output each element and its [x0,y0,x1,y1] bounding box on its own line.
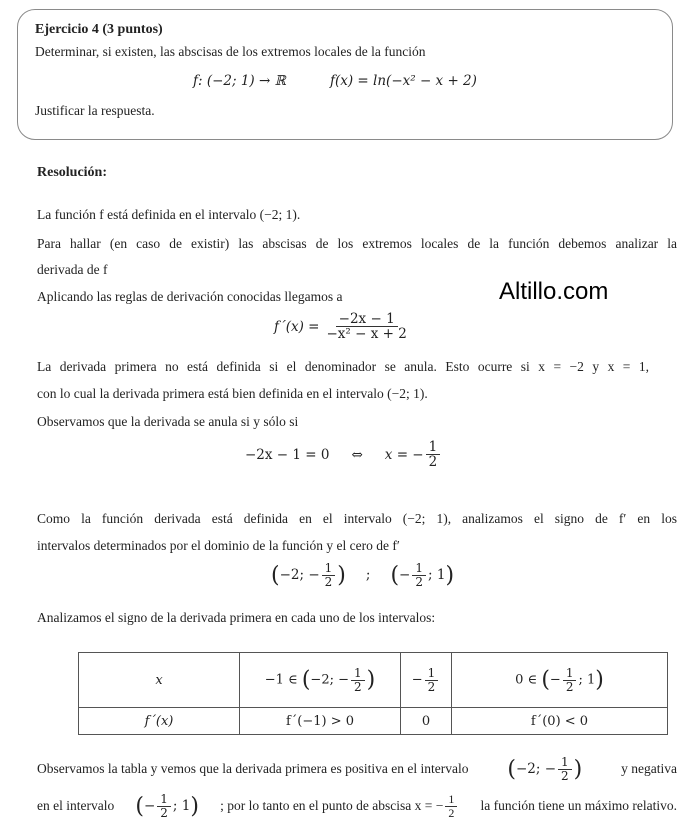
table-header-2-interval-start: − [549,672,561,688]
conclusion-text-3: en el intervalo [37,798,115,814]
table-header-zero-numerator: 1 [425,667,439,681]
paragraph-2-line-1: Para hallar (en caso de existir) las abscisas de los extremos locales de la función debemos analizar la [37,236,677,251]
table-header-2-prefix: 0 ∈ [515,672,538,688]
conclusion-interval-1-fraction [558,756,572,782]
equation-numerator: 1 [426,440,441,455]
interval-1-denominator: 2 [324,574,333,589]
function-definition: f(x) = ln(−x² − x + 2) [330,73,477,89]
derivative-denominator: −x² − x + 2 [326,326,407,343]
conclusion-abscissa [220,793,459,819]
conclusion-abscissa-numerator: 1 [445,793,457,807]
interval-1-numerator: 1 [322,562,336,576]
interval-2-fraction [412,562,426,588]
conclusion-abscissa-denominator: 2 [448,805,455,820]
table-header-zero-denominator: 2 [427,679,436,694]
table-row [79,653,668,708]
paragraph-2-line-2: derivada de f [37,262,108,277]
table-row [79,708,668,735]
equation-iff: ⇔ [351,446,363,463]
conclusion-interval-2-start: − [143,798,156,815]
table-header-interval-2: 0 ∈ (− $\frac{1}{2}$ ; 1) [452,653,668,708]
paragraph-6-line-1: Como la función derivada está definida en el intervalo (−2; 1), analizamos el signo de f′ en los [37,511,677,526]
conclusion-interval-1-numerator: 1 [558,756,572,770]
problem-instruction: Justificar la respuesta. [35,103,155,118]
paragraph-1: La función f está definida en el intervalo (−2; 1). [37,207,301,222]
paragraph-8-line-1 [37,756,677,782]
interval-1-start: −2; − [279,567,320,584]
interval-2-start: − [399,567,411,584]
table-header-2-fraction [563,667,577,693]
resolution-heading: Resolución: [37,165,107,180]
interval-2-end: ; 1 [428,567,446,584]
paragraph-5: Observamos que la derivada se anula si y sólo si [37,414,299,429]
problem-title: Ejercicio 4 (3 puntos) [35,22,163,37]
equation-right: x = − [384,446,424,463]
zero-equation [245,440,442,469]
conclusion-interval-2-end: ; 1 [172,798,191,815]
conclusion-text-2: y negativa [621,761,677,777]
interval-separator: ; [365,567,371,584]
table-header-1-fraction [351,667,365,693]
problem-statement: Determinar, si existen, las abscisas de los extremos locales de la función [35,44,426,59]
table-header-2-numerator: 1 [563,667,577,681]
paragraph-4-line-2: con lo cual la derivada primera está bien definida en el intervalo (−2; 1). [37,386,428,401]
derivative-formula [274,312,412,341]
table-header-2-denominator: 2 [565,679,574,694]
conclusion-interval-1-text: −2; − [515,761,557,778]
paragraph-4-line-1: La derivada primera no está definida si el denominador se anula. Esto ocurre si x = −2 y x = 1, [37,359,649,374]
table-cell-zero: 0 [401,708,452,735]
paragraph-8-line-2 [37,793,677,819]
paragraph-7: Analizamos el signo de la derivada primera en cada uno de los intervalos: [37,610,436,625]
conclusion-interval-2-numerator: 1 [157,793,171,807]
conclusion-text-1: Observamos la tabla y vemos que la derivada primera es positiva en el intervalo [37,761,469,777]
conclusion-interval-2-denominator: 2 [160,805,168,820]
conclusion-interval-2-fraction [157,793,171,819]
table-header-1-prefix: −1 ∈ [264,672,298,688]
conclusion-interval-1-denominator: 2 [561,768,569,783]
paragraph-6-line-2: intervalos determinados por el dominio de la función y el cero de f′ [37,538,400,553]
table-cell-sign-2: f´(0) < 0 [452,708,668,735]
table-header-interval-1: −1 ∈ (−2; − $\frac{1}{2}$ ) [240,653,401,708]
table-header-zero-sign: − [411,672,423,688]
equation-left: −2x − 1 = 0 [245,446,330,463]
table-header-1-interval: −2; − [310,672,349,688]
derivative-fraction [324,312,410,341]
sign-table [78,652,668,735]
interval-1-fraction [322,562,336,588]
equation-denominator: 2 [428,454,438,471]
interval-2-numerator: 1 [412,562,426,576]
table-header-1-denominator: 2 [354,679,362,694]
function-domain: f: (−2; 1) → ℝ [193,73,286,89]
conclusion-interval-2: ( − $\frac{1}{2}$ ; 1 ) [135,792,199,820]
table-header-zero [401,653,452,708]
conclusion-interval-1: ( −2; − $\frac{1}{2}$ ) [507,755,583,783]
conclusion-text-4: ; por lo tanto en el punto de abscisa x = − [220,798,444,814]
table-cell-sign-1: f´(−1) > 0 [240,708,401,735]
table-header-zero-fraction [425,667,439,693]
table-header-2-interval-end: ; 1 [578,672,596,688]
paragraph-3: Aplicando las reglas de derivación conocidas llegamos a [37,289,343,304]
table-header-1-numerator: 1 [351,667,365,681]
derivative-lhs: f´(x) = [274,318,320,335]
table-header-x: x [79,653,240,708]
interval-2-denominator: 2 [415,574,423,589]
conclusion-text-5: la función tiene un máximo relativo. [480,798,677,814]
conclusion-abscissa-fraction [445,793,457,819]
intervals: ( −2; − $\frac{1}{2}$ ) ; ( − $\frac{1}{2}$ ; 1 ) [271,561,455,589]
watermark: Altillo.com [499,278,609,305]
equation-fraction [426,440,441,469]
table-cell-fprime: f´(x) [79,708,240,735]
derivative-numerator: −2x − 1 [336,312,398,327]
